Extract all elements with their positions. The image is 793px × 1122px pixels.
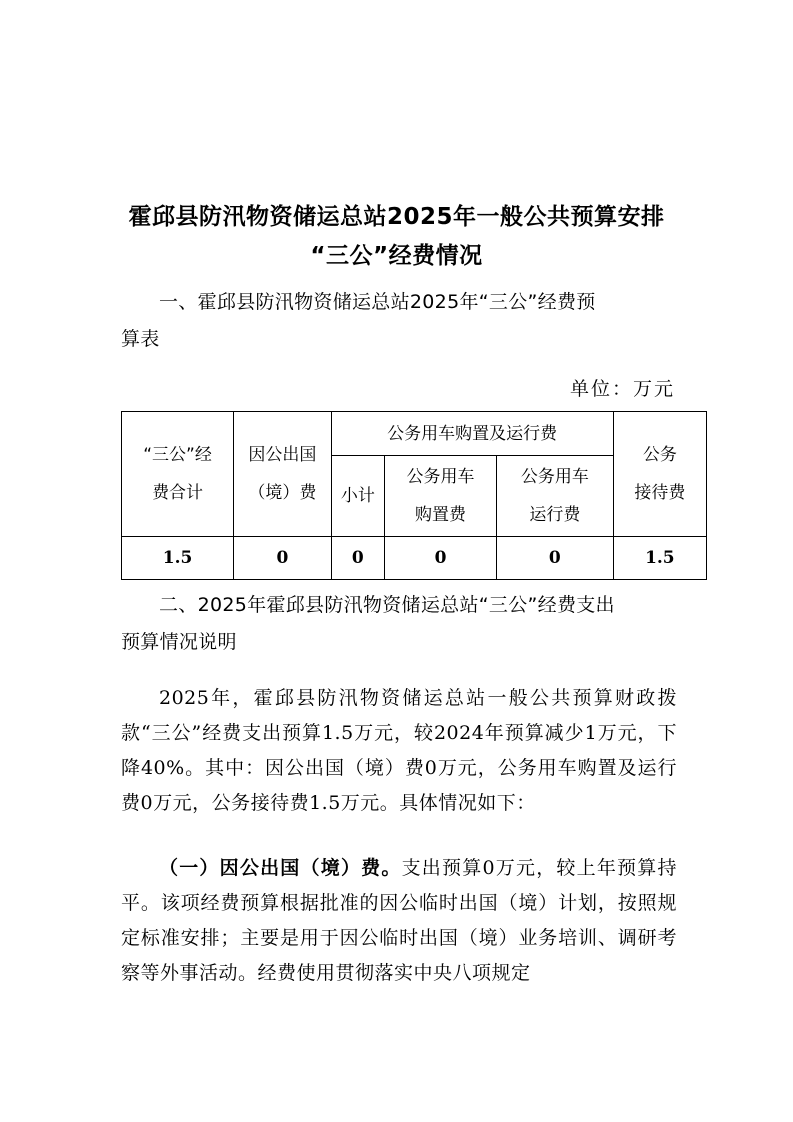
section2-heading [121,587,677,661]
header-total-line2: 费合计 [152,483,204,503]
value-purchase: 0 [385,537,497,580]
value-total: 1.5 [122,537,234,580]
section1-heading-line2: 算表 [121,328,160,350]
header-abroad-line2: （境）费 [248,483,317,503]
header-total-line1: “三公”经 [143,445,212,465]
value-subtotal: 0 [331,537,385,580]
header-purchase-line1: 公务用车 [406,467,475,487]
header-reception [613,412,706,537]
header-abroad [234,412,331,537]
header-vehicle-group: 公务用车购置及运行费 [331,412,613,456]
header-subtotal: 小计 [331,456,385,537]
paragraph-summary: 2025年，霍邱县防汛物资储运总站一般公共预算财政拨款“三公”经费支出预算1.5万元，较2024年预算减少1万元，下降40%。其中：因公出国（境）费0万元，公务用车购置及运行费0万元，公务接待费1.5万元。具体情况如下： [121,687,677,814]
value-reception: 1.5 [613,537,706,580]
document-title-line2: “三公”经费情况 [310,243,483,269]
header-reception-line2: 接待费 [634,483,686,503]
document-title-line1: 霍邱县防汛物资储运总站2025年一般公共预算安排 [128,204,665,230]
header-reception-line1: 公务 [642,445,677,465]
header-abroad-line1: 因公出国 [248,445,317,465]
section2-heading-line1: 二、2025年霍邱县防汛物资储运总站“三公”经费支出 [159,594,615,616]
unit-label: 单位：万元 [569,378,675,400]
section1-heading-line1: 一、霍邱县防汛物资储运总站2025年“三公”经费预 [159,291,596,313]
paragraph-abroad-lead: （一）因公出国（境）费。 [159,857,402,879]
header-total [122,412,234,537]
three-public-budget-table [121,411,707,580]
header-operation-line2: 运行费 [529,505,581,525]
paragraph-abroad-body: 支出预算0万元，较上年预算持平。该项经费预算根据批准的因公临时出国（境）计划，按照规定标准安排；主要是用于因公临时出国（境）业务培训、调研考察等外事活动。经费使用贯彻落实中央八项规定 [121,857,677,984]
section2-heading-line2: 预算情况说明 [121,631,237,653]
header-vehicle-operation [496,456,613,537]
table-row [122,537,707,580]
paragraph-abroad [121,851,677,991]
header-purchase-line2: 购置费 [415,505,467,525]
header-vehicle-purchase [385,456,497,537]
header-operation-line1: 公务用车 [520,467,589,487]
section1-heading [121,284,677,358]
value-abroad: 0 [234,537,331,580]
value-operation: 0 [496,537,613,580]
